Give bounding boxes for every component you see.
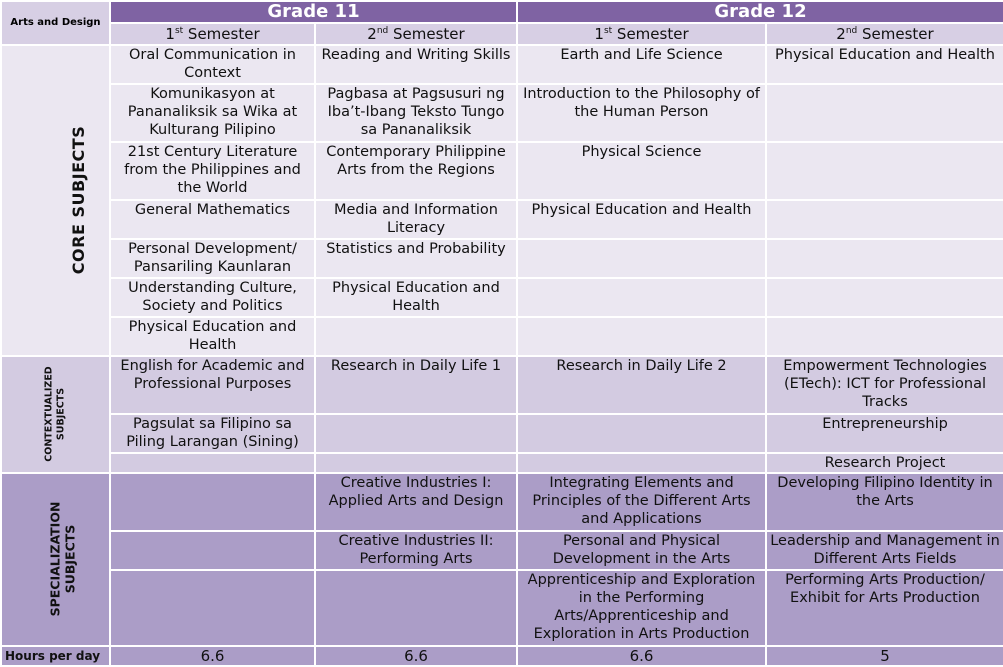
table-cell bbox=[517, 239, 766, 278]
table-cell: Empowerment Technologies (ETech): ICT for Professional Tracks bbox=[766, 356, 1003, 414]
table-cell bbox=[766, 142, 1003, 200]
table-cell: Creative Industries II: Performing Arts bbox=[315, 531, 517, 570]
table-row bbox=[1, 45, 1003, 84]
table-row bbox=[1, 570, 1003, 646]
table-cell: Komunikasyon at Pananaliksik sa Wika at Kulturang Pilipino bbox=[110, 84, 315, 142]
table-cell: Physical Science bbox=[517, 142, 766, 200]
g11-sem2-header: 2nd Semester bbox=[315, 23, 517, 45]
table-cell bbox=[110, 570, 315, 646]
hours-value: 6.6 bbox=[110, 646, 315, 666]
table-cell: Pagbasa at Pagsusuri ng Iba’t-Ibang Teksto Tungo sa Pananaliksik bbox=[315, 84, 517, 142]
g12-sem2-header: 2nd Semester bbox=[766, 23, 1003, 45]
table-cell bbox=[517, 414, 766, 453]
table-row bbox=[1, 531, 1003, 570]
table-cell: Pagsulat sa Filipino sa Piling Larangan (Sining) bbox=[110, 414, 315, 453]
table-row bbox=[1, 453, 1003, 473]
core-subjects-label: CORE SUBJECTS bbox=[1, 45, 110, 356]
table-cell bbox=[110, 473, 315, 531]
table-cell: Statistics and Probability bbox=[315, 239, 517, 278]
hours-value: 5 bbox=[766, 646, 1003, 666]
table-cell: Research in Daily Life 2 bbox=[517, 356, 766, 414]
table-cell bbox=[766, 278, 1003, 317]
g11-sem1-header: 1st Semester bbox=[110, 23, 315, 45]
table-cell: Personal Development/ Pansariling Kaunlaran bbox=[110, 239, 315, 278]
table-cell: General Mathematics bbox=[110, 200, 315, 239]
table-cell: Contemporary Philippine Arts from the Regions bbox=[315, 142, 517, 200]
table-cell: Introduction to the Philosophy of the Human Person bbox=[517, 84, 766, 142]
table-cell: Research in Daily Life 1 bbox=[315, 356, 517, 414]
table-cell bbox=[315, 453, 517, 473]
table-cell: Understanding Culture, Society and Politics bbox=[110, 278, 315, 317]
grade-header-row bbox=[1, 1, 1003, 23]
table-cell bbox=[766, 317, 1003, 356]
table-cell: Personal and Physical Development in the Arts bbox=[517, 531, 766, 570]
hours-value: 6.6 bbox=[315, 646, 517, 666]
table-cell: Physical Education and Health bbox=[766, 45, 1003, 84]
table-row bbox=[1, 142, 1003, 200]
table-cell bbox=[517, 317, 766, 356]
grade12-header: Grade 12 bbox=[517, 1, 1003, 23]
grade11-header: Grade 11 bbox=[110, 1, 517, 23]
table-row bbox=[1, 84, 1003, 142]
table-row bbox=[1, 278, 1003, 317]
table-cell bbox=[110, 531, 315, 570]
table-row bbox=[1, 239, 1003, 278]
table-row bbox=[1, 414, 1003, 453]
table-cell: Leadership and Management in Different Arts Fields bbox=[766, 531, 1003, 570]
table-row bbox=[1, 317, 1003, 356]
table-cell bbox=[315, 414, 517, 453]
table-cell: Apprenticeship and Exploration in the Performing Arts/Apprenticeship and Exploration in Arts Production bbox=[517, 570, 766, 646]
table-row bbox=[1, 473, 1003, 531]
g12-sem1-header: 1st Semester bbox=[517, 23, 766, 45]
table-cell bbox=[766, 84, 1003, 142]
table-cell: Physical Education and Health bbox=[315, 278, 517, 317]
table-cell: Developing Filipino Identity in the Arts bbox=[766, 473, 1003, 531]
specialization-subjects-label: SPECIALIZATION SUBJECTS bbox=[1, 473, 110, 646]
table-cell: Research Project bbox=[766, 453, 1003, 473]
hours-row bbox=[1, 646, 1003, 666]
table-cell: Physical Education and Health bbox=[110, 317, 315, 356]
table-row bbox=[1, 356, 1003, 414]
table-cell bbox=[766, 239, 1003, 278]
semester-header-row bbox=[1, 23, 1003, 45]
table-row bbox=[1, 200, 1003, 239]
table-cell: Reading and Writing Skills bbox=[315, 45, 517, 84]
contextualized-subjects-label: CONTEXTUALIZED SUBJECTS bbox=[1, 356, 110, 473]
table-cell bbox=[110, 453, 315, 473]
strand-label: Arts and Design bbox=[1, 1, 110, 45]
table-cell bbox=[517, 453, 766, 473]
table-cell bbox=[315, 317, 517, 356]
hours-per-day-label: Hours per day bbox=[1, 646, 110, 666]
table-cell bbox=[315, 570, 517, 646]
table-cell: Media and Information Literacy bbox=[315, 200, 517, 239]
table-cell: Earth and Life Science bbox=[517, 45, 766, 84]
table-cell: Performing Arts Production/ Exhibit for Arts Production bbox=[766, 570, 1003, 646]
table-cell bbox=[517, 278, 766, 317]
table-cell: 21st Century Literature from the Philippines and the World bbox=[110, 142, 315, 200]
hours-value: 6.6 bbox=[517, 646, 766, 666]
table-cell: Physical Education and Health bbox=[517, 200, 766, 239]
table-cell bbox=[766, 200, 1003, 239]
table-cell: Creative Industries I: Applied Arts and Design bbox=[315, 473, 517, 531]
table-cell: Integrating Elements and Principles of the Different Arts and Applications bbox=[517, 473, 766, 531]
table-cell: Oral Communication in Context bbox=[110, 45, 315, 84]
table-cell: English for Academic and Professional Purposes bbox=[110, 356, 315, 414]
table-cell: Entrepreneurship bbox=[766, 414, 1003, 453]
